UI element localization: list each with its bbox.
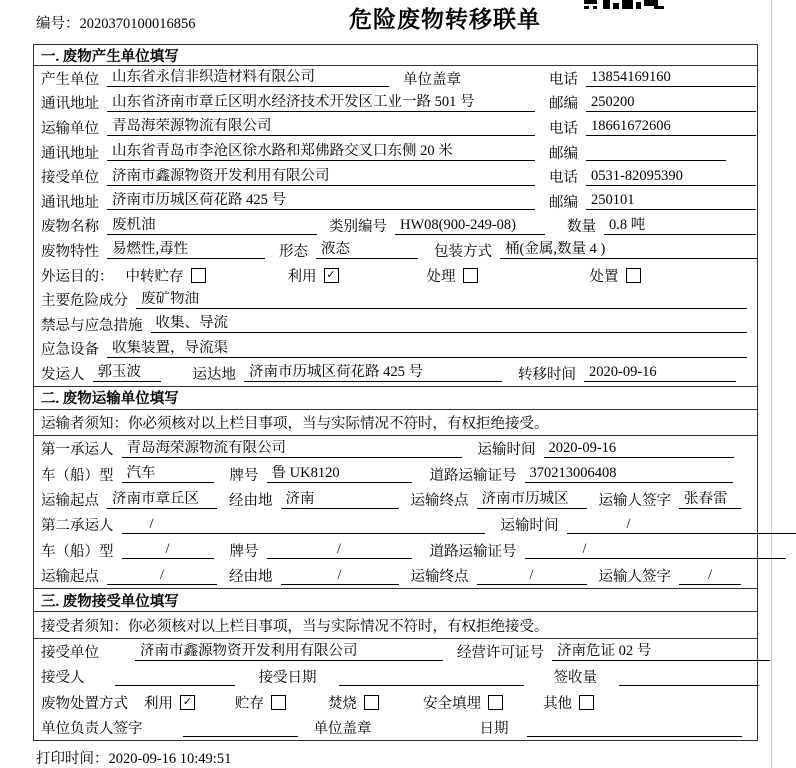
- shipper-value: 郭玉波: [93, 364, 161, 382]
- license-label: 经营许可证号: [457, 645, 544, 662]
- transport-time-label: 运输时间: [500, 518, 559, 535]
- acceptor-label: 接受人: [41, 670, 85, 687]
- receiver-address: 济南市历城区荷花路 425 号: [107, 192, 535, 210]
- sign-label: 运输人签字: [598, 569, 671, 586]
- producer-address: 山东省济南市章丘区明水经济技术开发区工业一路 501 号: [107, 94, 535, 112]
- row-acceptor: [34, 664, 757, 689]
- receiver-zip: 250101: [586, 192, 756, 210]
- page-title: 危险废物转移联单: [349, 7, 541, 32]
- receive-unit-value: 济南市鑫源物资开发利用有限公司: [135, 643, 443, 661]
- receive-notice: 接受者须知：你必须核对以上栏目事项，当与实际情况不符时，有权拒绝接受。: [34, 612, 757, 638]
- unit-seal-label: 单位盖章: [403, 71, 461, 88]
- road-cert-label: 道路运输证号: [429, 543, 517, 560]
- checkbox-store: [271, 695, 286, 710]
- date-value: [527, 719, 742, 737]
- carrier1-value: 青岛海荣源物流有限公司: [122, 440, 462, 458]
- address-label: 通讯地址: [41, 194, 99, 211]
- transporter-label: 运输单位: [41, 120, 99, 137]
- row-disposal: [34, 690, 757, 715]
- row-vehicle1: [34, 462, 757, 487]
- row-producer-address: [34, 91, 757, 116]
- transport-time1: 2020-09-16: [544, 440, 734, 458]
- checkbox-other: [579, 695, 594, 710]
- waste-name-value: 废机油: [107, 217, 317, 235]
- row-route1: [34, 487, 757, 512]
- section-transport: [34, 386, 757, 589]
- row-producer: [34, 66, 757, 91]
- row-carrier1: [34, 436, 757, 461]
- packing-value: 桶(金属,数量 4 ): [500, 241, 758, 259]
- disposal-option-landfill: [423, 692, 503, 713]
- row-route2: [34, 563, 757, 588]
- transport-notice: 运输者须知：你必须核对以上栏目事项，当与实际情况不符时，有权拒绝接受。: [34, 410, 757, 436]
- packing-label: 包装方式: [434, 243, 492, 260]
- date-label: 日期: [479, 721, 509, 738]
- qr-code-fragment: [584, 0, 664, 9]
- unit-seal-label: 单位盖章: [313, 721, 372, 738]
- quantity-value: 0.8 吨: [604, 217, 756, 235]
- traits-label: 废物特性: [41, 243, 99, 260]
- row-receiver: [34, 164, 757, 189]
- row-hazard: [34, 287, 757, 312]
- via1-value: 济南: [281, 491, 399, 509]
- row-transporter: [34, 115, 757, 140]
- plate1-value: 鲁 UK8120: [267, 465, 412, 483]
- purpose-label: 外运目的：: [41, 268, 114, 285]
- row-transporter-address: [34, 140, 757, 165]
- vehicle-label: 车（船）型: [41, 467, 114, 484]
- row-head-signature: [34, 715, 757, 740]
- checkbox-utilize: ✓: [180, 695, 195, 710]
- hazard-label: 主要危险成分: [41, 293, 128, 310]
- option-label: 处置: [589, 268, 619, 285]
- disposal-option-store: [235, 692, 286, 713]
- equipment-value: 收集装置，导流渠: [107, 340, 747, 358]
- row-waste-name: [34, 214, 757, 239]
- end2-value: /: [477, 567, 587, 585]
- checkbox-utilize: ✓: [324, 268, 339, 283]
- origin-label: 运输起点: [41, 569, 99, 586]
- waste-name-label: 废物名称: [41, 219, 99, 236]
- end-label: 运输终点: [410, 493, 469, 510]
- destination-label: 运达地: [192, 366, 236, 383]
- transfer-time-label: 转移时间: [518, 366, 576, 383]
- zip-label: 邮编: [549, 145, 578, 162]
- checkbox-landfill: [488, 695, 503, 710]
- row-equipment: [34, 337, 757, 362]
- page-edge-line: [771, 0, 772, 768]
- sign1-value: 张春雷: [679, 491, 741, 509]
- row-waste-traits: [34, 238, 757, 263]
- receiver-value: 济南市鑫源物资开发利用有限公司: [107, 168, 535, 186]
- road-cert2-value: /: [525, 541, 786, 559]
- transport-time2: /: [567, 516, 796, 534]
- head-sign-label: 单位负责人签字: [41, 721, 143, 738]
- via-label: 经由地: [229, 569, 273, 586]
- sign2-value: /: [679, 567, 741, 585]
- carrier2-value: /: [122, 516, 485, 534]
- received-qty-label: 签收量: [553, 670, 597, 687]
- zip-label: 邮编: [549, 194, 578, 211]
- carrier1-label: 第一承运人: [41, 442, 114, 459]
- producer-value: 山东省永信非织造材料有限公司: [107, 69, 389, 87]
- section-producer: [34, 45, 757, 386]
- print-time-label: 打印时间：: [36, 751, 109, 767]
- transporter-value: 青岛海荣源物流有限公司: [107, 118, 535, 136]
- via-label: 经由地: [229, 493, 273, 510]
- road-cert1-value: 370213006408: [525, 465, 733, 483]
- address-label: 通讯地址: [41, 96, 99, 113]
- transfer-time-value: 2020-09-16: [584, 364, 736, 382]
- traits-value: 易燃性,毒性: [107, 241, 265, 259]
- end-label: 运输终点: [410, 569, 469, 586]
- origin2-value: /: [107, 567, 217, 585]
- purpose-option-treat: [427, 265, 478, 286]
- row-receive-unit: [34, 639, 757, 664]
- carrier2-label: 第二承运人: [41, 518, 114, 535]
- disposal-option-other: [543, 692, 594, 713]
- category-value: HW08(900-249-08): [395, 217, 545, 235]
- sign-label: 运输人签字: [598, 493, 671, 510]
- option-label: 安全填埋: [423, 695, 481, 712]
- producer-zip: 250200: [586, 94, 756, 112]
- receive-unit-label: 接受单位: [41, 645, 99, 662]
- option-label: 焚烧: [328, 695, 357, 712]
- section3-heading: 三. 废物接受单位填写: [34, 588, 757, 612]
- row-receiver-address: [34, 189, 757, 214]
- form-value: 液态: [316, 241, 418, 259]
- plate-label: 牌号: [229, 543, 259, 560]
- option-label: 利用: [287, 268, 317, 285]
- vehicle-label: 车（船）型: [41, 543, 114, 560]
- head-sign-value: [183, 719, 298, 737]
- taboo-value: 收集、导流: [151, 315, 748, 333]
- transporter-zip: [586, 143, 726, 161]
- print-time: [36, 747, 231, 768]
- purpose-option-dispose: [590, 265, 641, 286]
- option-label: 处理: [426, 268, 456, 285]
- vehicle1-value: 汽车: [122, 465, 214, 483]
- vehicle2-value: /: [122, 541, 214, 559]
- checkbox-incinerate: [364, 695, 379, 710]
- receiver-phone: 0531-82095390: [586, 168, 756, 186]
- doc-number-label: 编号：: [36, 16, 80, 32]
- disposal-option-incinerate: [328, 692, 379, 713]
- license-value: 济南危证 02 号: [552, 643, 770, 661]
- producer-label: 产生单位: [41, 71, 99, 88]
- zip-label: 邮编: [549, 96, 578, 113]
- equipment-label: 应急设备: [41, 342, 99, 359]
- option-label: 利用: [144, 695, 173, 712]
- transporter-address: 山东省青岛市李沧区徐水路和郑佛路交叉口东侧 20 米: [107, 143, 535, 161]
- transporter-phone: 18661672606: [586, 118, 756, 136]
- origin1-value: 济南市章丘区: [107, 491, 217, 509]
- option-label: 中转贮存: [125, 268, 184, 285]
- section1-heading: 一. 废物产生单位填写: [34, 45, 757, 66]
- purpose-option-transfer-storage: [126, 265, 206, 286]
- row-carrier2: [34, 512, 757, 537]
- phone-label: 电话: [549, 120, 578, 137]
- checkbox-dispose: [626, 268, 641, 283]
- acceptor-value: [115, 668, 235, 686]
- disposal-option-utilize: [144, 692, 195, 713]
- quantity-label: 数量: [567, 219, 596, 236]
- form-table: [33, 44, 758, 741]
- end1-value: 济南市历城区: [477, 491, 587, 509]
- row-vehicle2: [34, 538, 757, 563]
- taboo-label: 禁忌与应急措施: [41, 317, 143, 334]
- print-time-value: 2020-09-16 10:49:51: [108, 751, 232, 767]
- shipper-label: 发运人: [41, 366, 85, 383]
- section-receiver: [34, 588, 757, 740]
- purpose-option-utilize: [288, 265, 339, 286]
- transport-time-label: 运输时间: [477, 442, 536, 459]
- checkbox-transfer-storage: [191, 268, 206, 283]
- form-label: 形态: [279, 243, 308, 260]
- plate-label: 牌号: [229, 467, 259, 484]
- road-cert-label: 道路运输证号: [429, 467, 517, 484]
- plate2-value: /: [267, 541, 412, 559]
- row-shipper: [34, 361, 757, 386]
- received-qty-value: [619, 668, 759, 686]
- address-label: 通讯地址: [41, 145, 99, 162]
- phone-label: 电话: [549, 71, 578, 88]
- producer-phone: 13854169160: [586, 69, 756, 87]
- receiver-label: 接受单位: [41, 170, 99, 187]
- origin-label: 运输起点: [41, 493, 99, 510]
- checkbox-treat: [463, 268, 478, 283]
- option-label: 其他: [543, 695, 572, 712]
- hazard-value: 废矿物油: [136, 291, 747, 309]
- accept-date-value: [339, 668, 524, 686]
- section2-heading: 二. 废物运输单位填写: [34, 386, 757, 410]
- disposal-label: 废物处置方式: [41, 695, 128, 712]
- destination-value: 济南市历城区荷花路 425 号: [244, 364, 502, 382]
- category-label: 类别编号: [329, 219, 387, 236]
- accept-date-label: 接受日期: [258, 670, 317, 687]
- option-label: 贮存: [235, 695, 264, 712]
- phone-label: 电话: [549, 170, 578, 187]
- row-purpose: [34, 263, 757, 288]
- via2-value: /: [281, 567, 399, 585]
- row-taboo: [34, 312, 757, 337]
- doc-number-value: 2020370100016856: [79, 16, 196, 32]
